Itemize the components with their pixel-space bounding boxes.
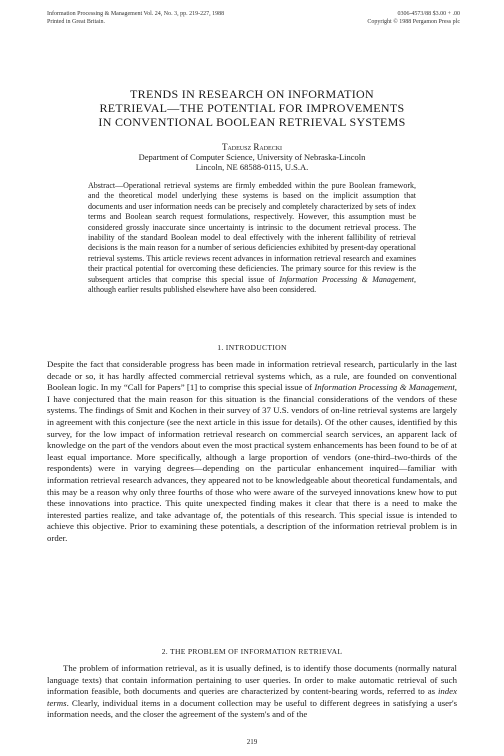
author-name: Tadeusz Radecki <box>221 142 283 152</box>
author-address: Lincoln, NE 68588-0115, U.S.A. <box>195 162 309 172</box>
author-block <box>60 142 444 172</box>
page-number: 219 <box>246 738 258 746</box>
paragraph <box>47 359 457 545</box>
section-heading-introduction: 1. INTRODUCTION <box>217 343 287 352</box>
printed-in: Printed in Great Britain. <box>47 19 105 25</box>
paragraph-text: Despite the fact that considerable progress has been made in information retrieval research, particularly in the last decade or so, it has hardly affected commercial retrieval systems which, as a rule, are founded on conventional Boolean logic. In my “Call for Papers” [1] to comprise this special issue of <box>47 359 457 393</box>
paragraph-text: The problem of information retrieval, as it is usually defined, is to identify those documents (normally natural language texts) that contain information pertaining to user queries. In order to make automatic retrieval of such information feasible, both documents and queries are characterized by content-bearing words, referred to as <box>47 663 457 697</box>
article-title <box>60 87 444 129</box>
title-line-2: RETRIEVAL—THE POTENTIAL FOR IMPROVEMENTS <box>99 101 405 115</box>
abstract-text-1: —Operational retrieval systems are firmly embedded within the pure Boolean framework, and the theoretical model underlying these systems is based on the implicit assumption that documents and user information needs can be precisely and completely characterized by sets of index terms and Boolean search request formulations, respectively. However, this assumption must be considered grossly inaccurate since uncertainty is intrinsic to the document retrieval process. The inability of the standard Boolean model to deal effectively with the inherent fallibility of retrieval decisions is the main reason for a number of serious deficiencies exhibited by present-day operational retrieval systems. This article reviews recent advances in information retrieval research and examines their practical potential for overcoming these deficiencies. The primary source for this review is the subsequent articles that comprise this special issue of <box>88 181 416 284</box>
paragraph <box>47 663 457 721</box>
abstract-label: Abstract <box>88 181 116 190</box>
issn-price: 0306-4573/88 $3.00 + .00 <box>397 11 460 17</box>
section-introduction-body <box>47 359 457 545</box>
running-header-right <box>367 10 460 26</box>
abstract-journal-name: Information Processing & Management <box>279 274 414 284</box>
running-header-left <box>47 10 224 26</box>
journal-citation: Information Processing & Management Vol. 24, No. 3, pp. 219-227, 1988 <box>47 11 225 17</box>
title-line-3: IN CONVENTIONAL BOOLEAN RETRIEVAL SYSTEMS <box>98 115 406 129</box>
index-terms-italic: index terms <box>47 686 457 708</box>
author-affiliation: Department of Computer Science, University of Nebraska-Lincoln <box>138 152 366 162</box>
paragraph-text: . Clearly, individual items in a document collection may be useful to different degrees in satisfying a user's information needs, and the closer the agreement of the system's and of the <box>47 697 457 720</box>
section-problem-body <box>47 663 457 721</box>
section-heading-problem: 2. THE PROBLEM OF INFORMATION RETRIEVAL <box>161 647 343 656</box>
journal-name-italic: Information Processing & Management <box>314 382 455 393</box>
abstract-text-2: , although earlier results published elsewhere have also been considered. <box>88 274 416 295</box>
abstract <box>88 181 416 295</box>
title-line-1: TRENDS IN RESEARCH ON INFORMATION <box>130 87 374 101</box>
copyright-notice: Copyright © 1988 Pergamon Press plc <box>367 19 460 25</box>
paragraph-text: , I have conjectured that the main reason for this situation is the financial considerations of the vendors of these systems. The findings of Smit and Kochen in their survey of 37 U.S. vendors of on-line retrieval systems are largely in agreement with this conjecture (see the next article in this issue for details). Of the other causes, identified by this survey, for the low impact of information retrieval research on commercial search services, an apparent lack of knowledge on the part of the vendors about even the most practical system enhancements has been found to be of at least equal importance. More specifically, although a large proportion of vendors (one-third–two-thirds of the respondents) were in varying degrees—depending on the particular enhancement inquired—familiar with information retrieval research advances, they appeared not to be knowledgeable about theoretical fundamentals, and this may be a reason why only three fourths of those who were aware of the surveyed innovations knew how to put these innovations into practice. This quite unexpected finding makes it clear that there is a need to make the interested parties realize, and take advantage of, the potentials of this research. This special issue is intended to achieve this objective. Prior to examining these potentials, a description of the information retrieval problem is in order. <box>47 382 457 543</box>
